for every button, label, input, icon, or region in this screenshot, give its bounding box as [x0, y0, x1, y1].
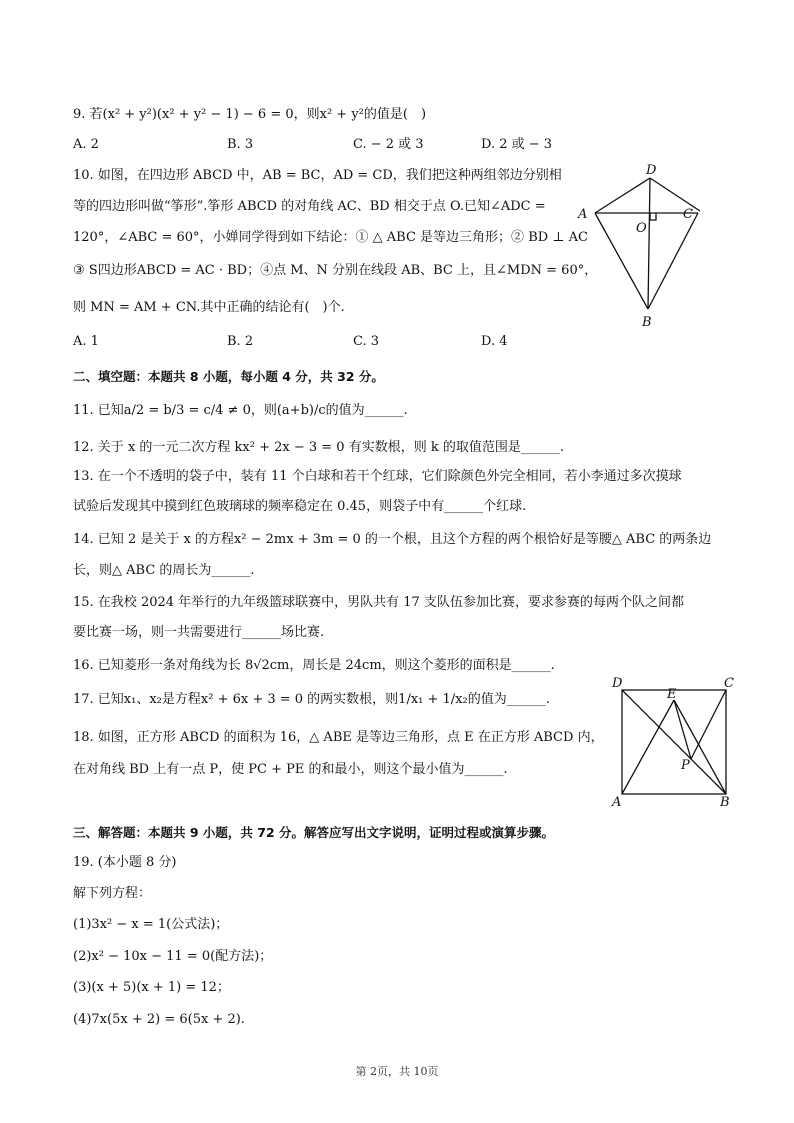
section-2-heading: 二、填空题：本题共 8 小题，每小题 4 分，共 32 分。: [73, 369, 384, 384]
sq-label-a: A: [612, 795, 622, 810]
sq-label-b: B: [720, 795, 730, 810]
q12-text: 12. 关于 x 的一元二次方程 kx² + 2x − 3 = 0 有实数根，则 k 的取值范围是______.: [73, 440, 564, 455]
kite-label-b: B: [642, 315, 652, 330]
q16-text: 16. 已知菱形一条对角线为长 8√2cm，周长是 24cm，则这个菱形的面积是______.: [73, 658, 555, 673]
kite-edge-cb: [648, 213, 698, 309]
segment-be: [674, 700, 726, 794]
q9-option-c: C. − 2 或 3: [353, 137, 424, 152]
q19-prompt: 解下列方程：: [73, 886, 152, 901]
q10-line-1: 10. 如图，在四边形 ABCD 中，AB = BC，AD = CD，我们把这种两组邻边分别相: [73, 168, 562, 183]
q19-item-3: (3)(x + 5)(x + 1) = 12；: [73, 980, 230, 995]
q10-line-4: ③ S四边形ABCD = AC · BD；④点 M、N 分别在线段 AB、BC 上，且∠MDN = 60°，: [73, 263, 598, 278]
q19-item-4: (4)7x(5x + 2) = 6(5x + 2).: [73, 1012, 245, 1027]
q10-option-d: D. 4: [481, 334, 508, 349]
kite-edge-da: [595, 178, 650, 213]
q18-line-1: 18. 如图，正方形 ABCD 的面积为 16，△ ABE 是等边三角形，点 E 在正方形 ABCD 内，: [73, 730, 604, 745]
q17-text: 17. 已知x₁、x₂是方程x² + 6x + 3 = 0 的两实数根，则1/x₁ + 1/x₂的值为______.: [73, 692, 550, 707]
q15-line-1: 15. 在我校 2024 年举行的九年级篮球联赛中，男队共有 17 支队伍参加比赛，要求参赛的每两个队之间都: [73, 595, 684, 610]
kite-label-o: O: [636, 221, 647, 236]
q9-option-d: D. 2 或 − 3: [481, 137, 553, 152]
kite-label-c: C: [683, 207, 693, 222]
sq-label-p: P: [681, 758, 690, 773]
kite-label-a: A: [578, 207, 588, 222]
right-angle-mark: [650, 213, 656, 220]
q9-option-a: A. 2: [73, 137, 99, 152]
diagonal-bd: [622, 690, 726, 794]
q13-line-2: 试验后发现其中摸到红色玻璃球的频率稳定在 0.45，则袋子中有______个红球.: [73, 499, 527, 514]
q10-line-5: 则 MN = AM + CN.其中正确的结论有( )个.: [73, 300, 345, 315]
q18-line-2: 在对角线 BD 上有一点 P，使 PC + PE 的和最小，则这个最小值为______.: [73, 762, 508, 777]
page-footer: 第 2页，共 10页: [355, 1065, 439, 1078]
q19-item-1: (1)3x² − x = 1(公式法)；: [73, 917, 229, 932]
q13-line-1: 13. 在一个不透明的袋子中，装有 11 个白球和若干个红球，它们除颜色外完全相同，若小李通过多次摸球: [73, 469, 682, 484]
q9-option-b: B. 3: [227, 137, 254, 152]
q10-option-b: B. 2: [227, 334, 254, 349]
q9-text: 9. 若(x² + y²)(x² + y² − 1) − 6 = 0，则x² + y²的值是( ): [73, 107, 427, 122]
kite-label-d: D: [646, 163, 657, 178]
sq-label-e: E: [667, 687, 677, 702]
segment-ae: [622, 700, 674, 794]
sq-label-d: D: [612, 676, 623, 691]
q15-line-2: 要比赛一场，则一共需要进行______场比赛.: [73, 625, 325, 640]
segment-pc: [691, 690, 726, 759]
kite-diagonal-db: [648, 178, 650, 309]
q10-line-3: 120°，∠ABC = 60°，小婵同学得到如下结论：① △ ABC 是等边三角形；② BD ⊥ AC: [73, 230, 588, 245]
kite-figure: [570, 162, 700, 332]
q10-option-a: A. 1: [73, 334, 99, 349]
q14-line-2: 长，则△ ABC 的周长为______.: [73, 563, 255, 578]
section-3-heading: 三、解答题：本题共 9 小题，共 72 分。解答应写出文字说明，证明过程或演算步骤。: [73, 825, 555, 840]
q11-text: 11. 已知a/2 = b/3 = c/4 ≠ 0，则(a+b)/c的值为______.: [73, 403, 408, 418]
square-figure: [604, 674, 744, 810]
q19-item-2: (2)x² − 10x − 11 = 0(配方法)；: [73, 949, 273, 964]
q10-option-c: C. 3: [353, 334, 380, 349]
q14-line-1: 14. 已知 2 是关于 x 的方程x² − 2mx + 3m = 0 的一个根，且这个方程的两个根恰好是等腰△ ABC 的两条边: [73, 532, 712, 547]
q10-line-2: 等的四边形叫做“筝形”.筝形 ABCD 的对角线 AC、BD 相交于点 O.已知∠ADC =: [73, 199, 546, 214]
sq-label-c: C: [724, 676, 734, 691]
q19-title: 19. (本小题 8 分): [73, 855, 177, 870]
